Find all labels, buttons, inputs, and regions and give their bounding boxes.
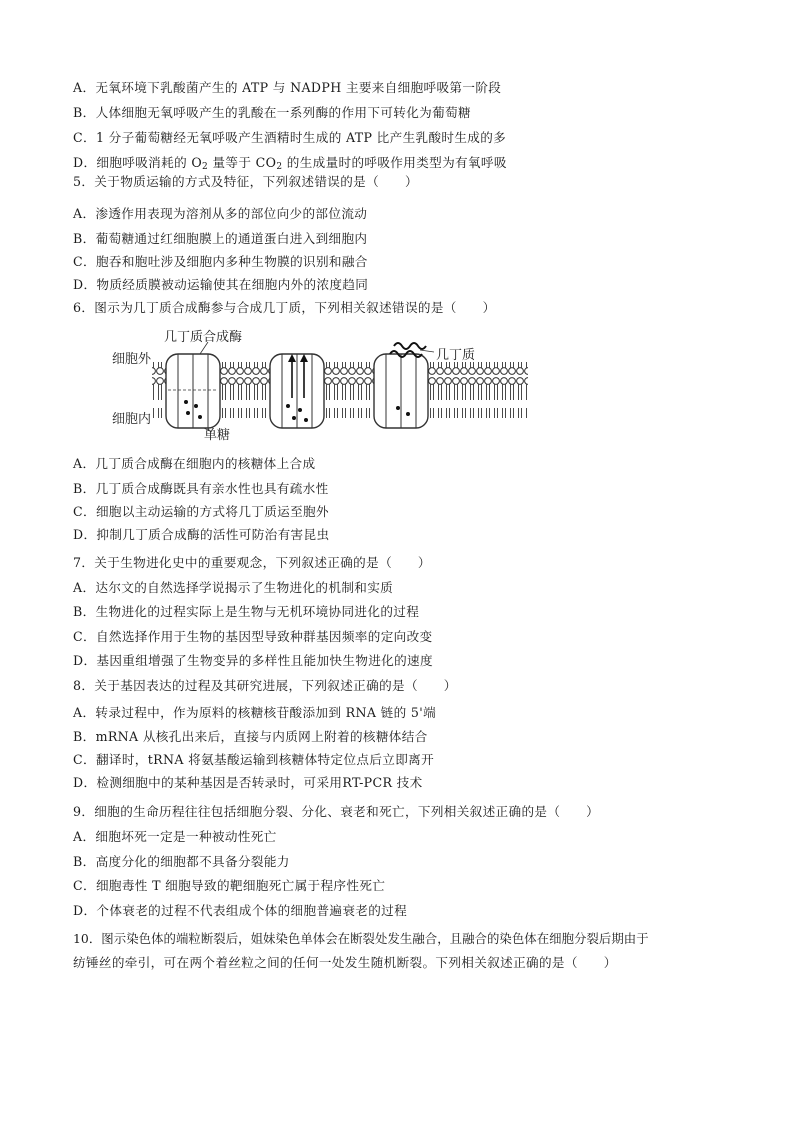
q8-option-d: D．检测细胞中的某种基因是否转录时，可采用RT-PCR 技术 xyxy=(73,775,423,790)
q6-option-c: C．细胞以主动运输的方式将几丁质运至胞外 xyxy=(73,504,329,519)
q9-option-d: D．个体衰老的过程不代表组成个体的细胞普遍衰老的过程 xyxy=(73,903,408,918)
chitin-synthase-protein-1 xyxy=(166,354,220,428)
label-cell-exterior: 细胞外 xyxy=(112,352,152,367)
q5-option-a: A．渗透作用表现为溶剂从多的部位向少的部位流动 xyxy=(73,206,368,221)
q7-option-a: A．达尔文的自然选择学说揭示了生物进化的机制和实质 xyxy=(73,580,394,595)
q8-option-b: B．mRNA 从核孔出来后，直接与内质网上附着的核糖体结合 xyxy=(73,729,428,744)
q4-option-b: B．人体细胞无氧呼吸产生的乳酸在一系列酶的作用下可转化为葡萄糖 xyxy=(73,105,471,120)
q5-option-b: B．葡萄糖通过红细胞膜上的通道蛋白进入到细胞内 xyxy=(73,231,368,246)
q6-option-b: B．几丁质合成酶既具有亲水性也具有疏水性 xyxy=(73,481,329,496)
q9-option-b: B．高度分化的细胞都不具备分裂能力 xyxy=(73,854,290,869)
q8-option-a: A．转录过程中，作为原料的核糖核苷酸添加到 RNA 链的 5'端 xyxy=(73,705,437,720)
q9-stem: 9．细胞的生命历程往往包括细胞分裂、分化、衰老和死亡，下列相关叙述正确的是（ ） xyxy=(73,804,600,819)
q4-option-c: C．1 分子葡萄糖经无氧呼吸产生酒精时生成的 ATP 比产生乳酸时生成的多 xyxy=(73,130,507,145)
q4-option-d: D．细胞呼吸消耗的 $O_2$ 量等于 $CO_2$ 的生成量时的呼吸作用类型为有氧呼吸 xyxy=(73,155,507,172)
q5-stem: 5．关于物质运输的方式及特征，下列叙述错误的是（ ） xyxy=(73,174,418,189)
q6-option-d: D．抑制几丁质合成酶的活性可防治有害昆虫 xyxy=(73,527,330,542)
q4-option-a: A．无氧环境下乳酸菌产生的 ATP 与 NADPH 主要来自细胞呼吸第一阶段 xyxy=(73,80,502,95)
label-chitin: 几丁质 xyxy=(436,348,476,363)
q6-option-a: A．几丁质合成酶在细胞内的核糖体上合成 xyxy=(73,456,316,471)
q5-option-d: D．物质经质膜被动运输使其在细胞内外的浓度趋同 xyxy=(73,277,369,292)
label-chitin-synthase: 几丁质合成酶 xyxy=(164,330,243,345)
q8-option-c: C．翻译时，tRNA 将氨基酸运输到核糖体特定位点后立即离开 xyxy=(73,752,435,767)
chitin-synthase-protein-3 xyxy=(374,343,428,428)
q8-stem: 8．关于基因表达的过程及其研究进展，下列叙述正确的是（ ） xyxy=(73,678,457,693)
label-cell-interior: 细胞内 xyxy=(112,412,152,427)
label-monosaccharide: 单糖 xyxy=(204,428,231,443)
chitin-synthase-diagram xyxy=(108,320,528,442)
q10-stem-line-1: 10．图示染色体的端粒断裂后，姐妹染色单体会在断裂处发生融合，且融合的染色体在细胞分裂后期由于 xyxy=(73,931,649,946)
q9-option-a: A．细胞坏死一定是一种被动性死亡 xyxy=(73,829,277,844)
q7-option-d: D．基因重组增强了生物变异的多样性且能加快生物进化的速度 xyxy=(73,653,433,668)
q9-option-c: C．细胞毒性 T 细胞导致的靶细胞死亡属于程序性死亡 xyxy=(73,878,386,893)
q6-stem: 6．图示为几丁质合成酶参与合成几丁质，下列相关叙述错误的是（ ） xyxy=(73,300,496,315)
q7-option-b: B．生物进化的过程实际上是生物与无机环境协同进化的过程 xyxy=(73,604,420,619)
chitin-synthase-protein-2 xyxy=(270,354,324,428)
q7-option-c: C．自然选择作用于生物的基因型导致种群基因频率的定向改变 xyxy=(73,629,433,644)
q7-stem: 7．关于生物进化史中的重要观念，下列叙述正确的是（ ） xyxy=(73,555,431,570)
q10-stem-line-2: 纺锤丝的牵引，可在两个着丝粒之间的任何一处发生随机断裂。下列相关叙述正确的是（ ） xyxy=(73,955,617,970)
q5-option-c: C．胞吞和胞吐涉及细胞内多种生物膜的识别和融合 xyxy=(73,254,368,269)
